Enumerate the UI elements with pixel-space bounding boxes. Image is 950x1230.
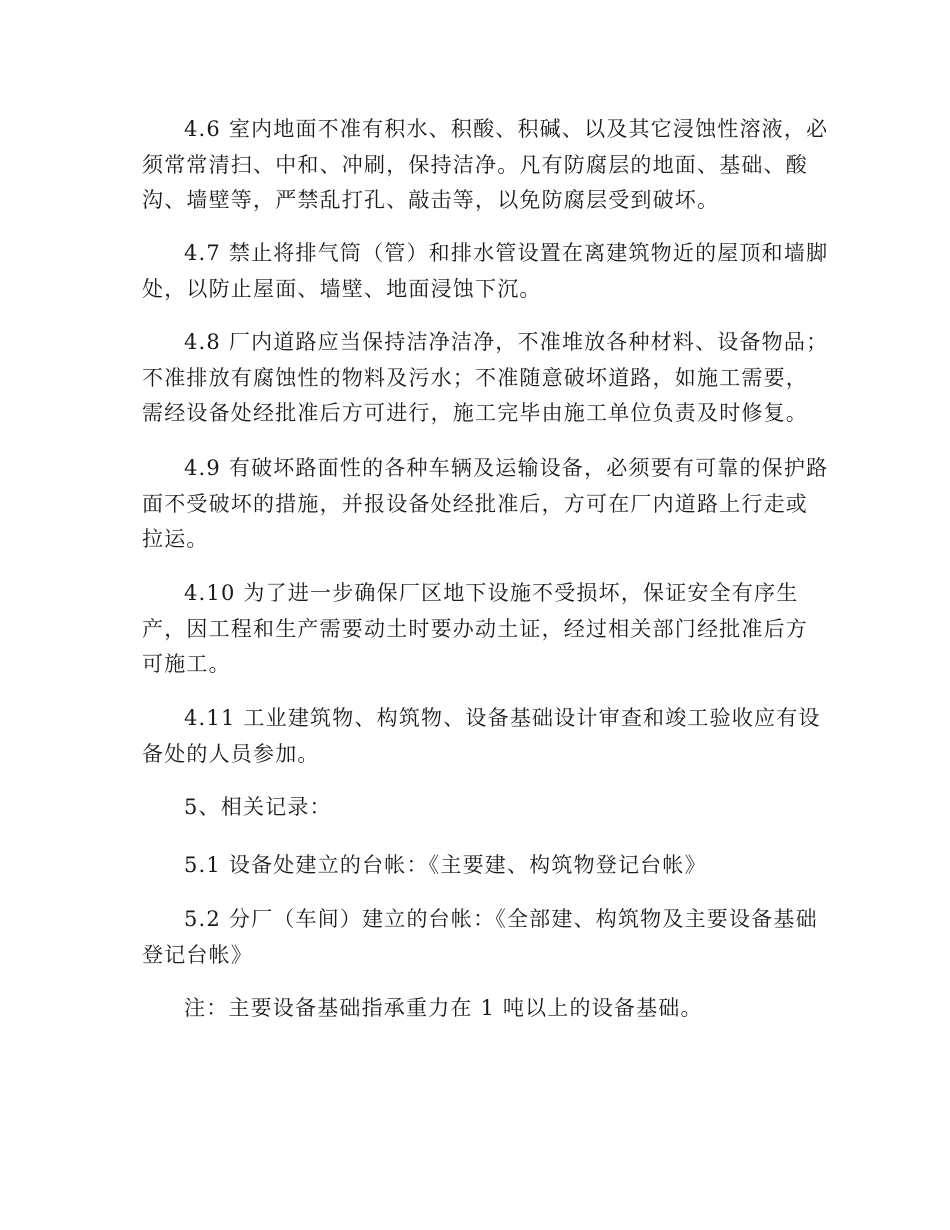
paragraph-4-6 bbox=[142, 112, 829, 219]
text-line: 注：主要设备基础指承重力在 1 吨以上的设备基础。 bbox=[184, 996, 703, 1020]
text-line: 需经设备处经批准后方可进行，施工完毕由施工单位负责及时修复。 bbox=[142, 401, 808, 425]
text-line: 4.6 室内地面不准有积水、积酸、积碱、以及其它浸蚀性溶液，必 bbox=[184, 117, 829, 141]
text-line: 4.7 禁止将排气筒（管）和排水管设置在离建筑物近的屋顶和墙脚 bbox=[184, 241, 829, 265]
text-line: 4.11 工业建筑物、构筑物、设备基础设计审查和竣工验收应有设 bbox=[184, 706, 821, 730]
text-line: 处，以防止屋面、墙壁、地面浸蚀下沉。 bbox=[142, 276, 542, 301]
text-line: 4.10 为了进一步确保厂区地下设施不受损坏，保证安全有序生 bbox=[184, 581, 799, 605]
note-paragraph bbox=[142, 991, 822, 1027]
text-line: 可施工。 bbox=[142, 652, 231, 676]
text-line: 沟、墙壁等，严禁乱打孔、敲击等，以免防腐层受到破坏。 bbox=[142, 188, 720, 212]
section-heading-5 bbox=[142, 790, 822, 826]
text-line: 面不受破坏的措施，并报设备处经批准后，方可在厂内道路上行走或 bbox=[142, 491, 808, 516]
text-line: 拉运。 bbox=[142, 527, 209, 551]
paragraph-5-2 bbox=[142, 902, 822, 973]
text-line: 登记台帐》 bbox=[142, 942, 253, 967]
text-line: 4.8 厂内道路应当保持洁净洁净，不准堆放各种材料、设备物品； bbox=[184, 330, 829, 354]
paragraph-4-9 bbox=[142, 451, 829, 558]
text-line: 须常常清扫、中和、冲刷，保持洁净。凡有防腐层的地面、基础、酸 bbox=[142, 152, 808, 177]
text-line: 备处的人员参加。 bbox=[142, 741, 320, 766]
text-line: 4.9 有破坏路面性的各种车辆及运输设备，必须要有可靠的保护路 bbox=[184, 456, 829, 480]
text-line: 产，因工程和生产需要动土时要办动土证，经过相关部门经批准后方 bbox=[142, 616, 808, 641]
text-line: 5.1 设备处建立的台帐：《主要建、构筑物登记台帐》 bbox=[184, 853, 707, 877]
paragraph-4-7 bbox=[142, 236, 829, 307]
paragraph-4-11 bbox=[142, 701, 822, 772]
text-line: 不准排放有腐蚀性的物料及污水；不准随意破坏道路，如施工需要， bbox=[142, 365, 808, 390]
text-line: 5、相关记录： bbox=[184, 795, 332, 819]
paragraph-4-10 bbox=[142, 576, 822, 683]
text-line: 5.2 分厂（车间）建立的台帐：《全部建、构筑物及主要设备基础 bbox=[184, 907, 818, 931]
paragraph-4-8 bbox=[142, 325, 829, 432]
paragraph-5-1 bbox=[142, 848, 822, 884]
